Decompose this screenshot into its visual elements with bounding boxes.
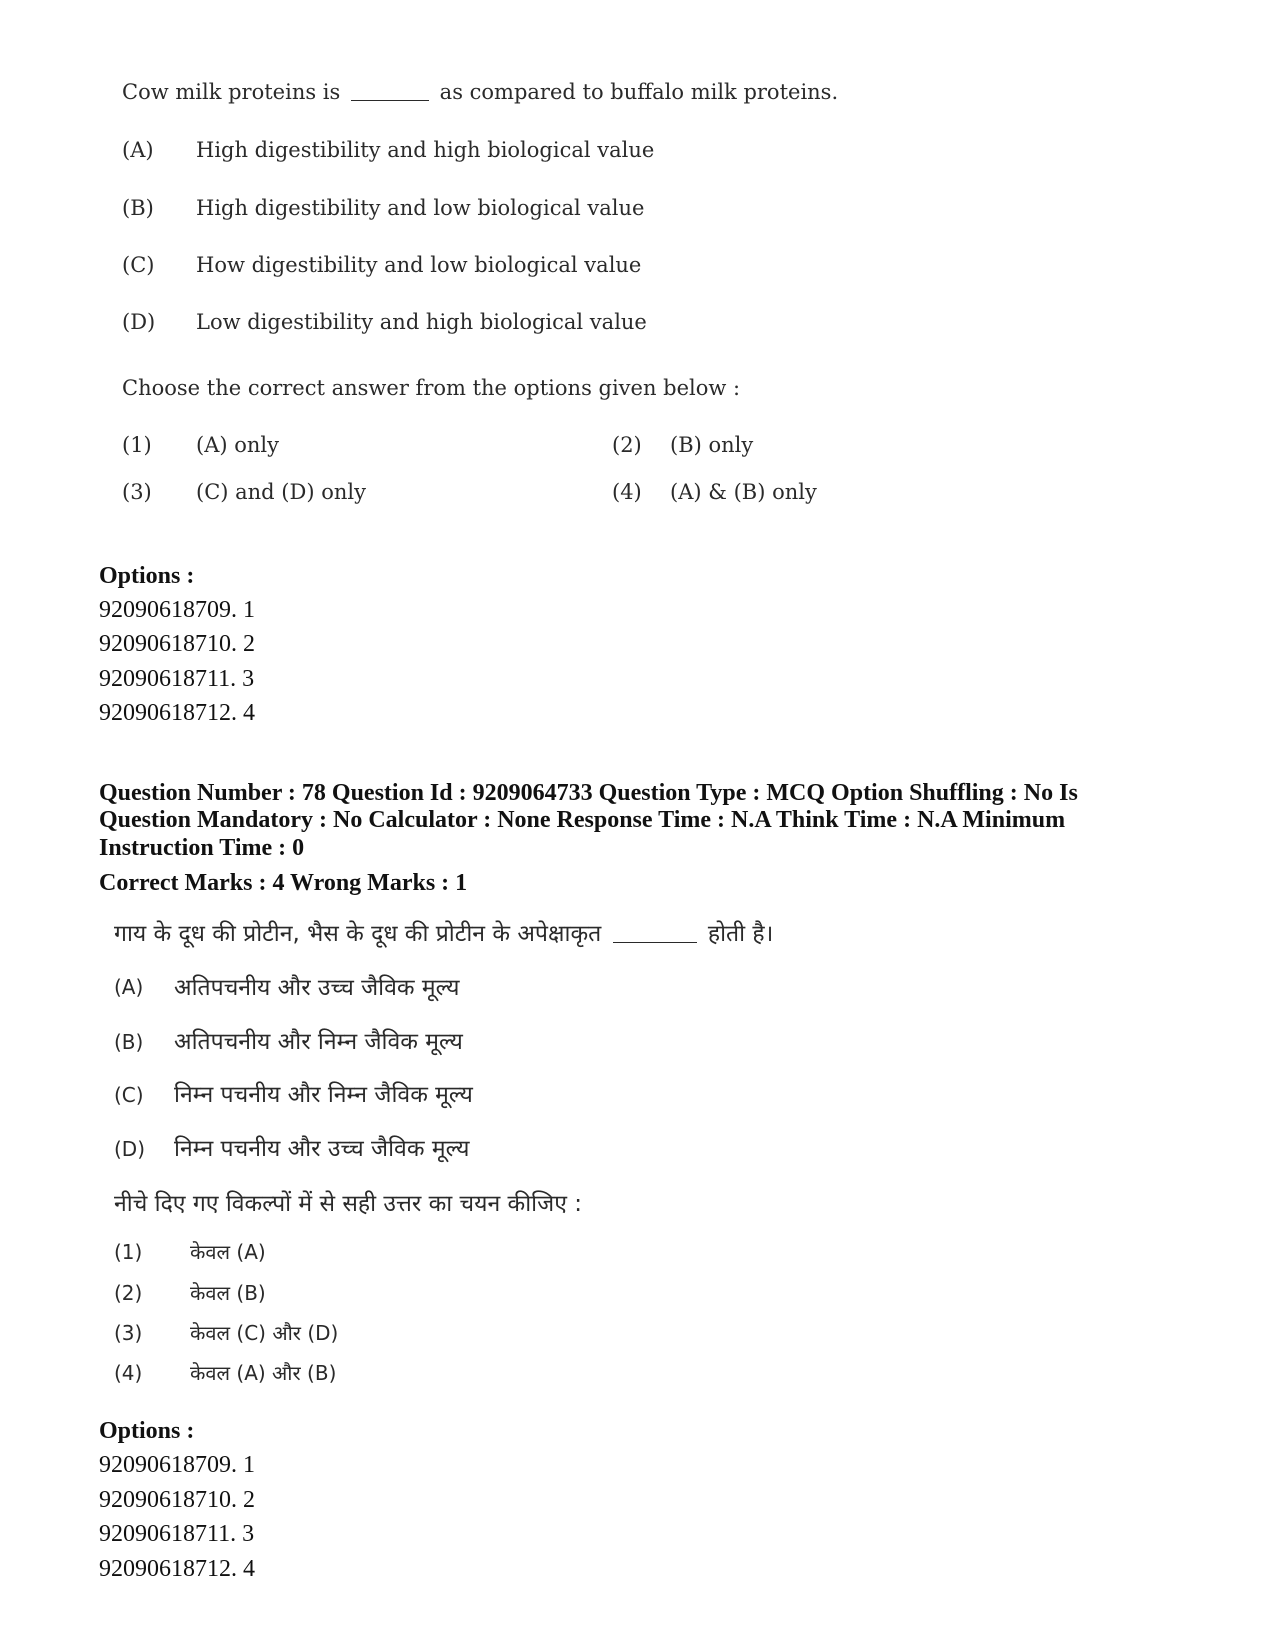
choice-num-1: (1) (122, 433, 152, 457)
option-item: 92090618711. 3 (99, 1521, 255, 1547)
fill-blank (613, 942, 697, 943)
question-en-stem (122, 80, 838, 104)
hi-choice-text-4: केवल (A) और (B) (190, 1361, 337, 1385)
hi-choice-num-4: (4) (114, 1361, 143, 1385)
option-item: 92090618710. 2 (99, 1487, 255, 1513)
hi-statement-letter-c: (C) (114, 1083, 144, 1107)
statement-letter-b: (B) (122, 196, 154, 220)
hi-choice-text-2: केवल (B) (190, 1281, 266, 1305)
hi-statement-letter-b: (B) (114, 1030, 144, 1054)
options-heading-2: Options : (99, 1418, 195, 1444)
option-item: 92090618712. 4 (99, 1556, 255, 1582)
choice-num-2: (2) (612, 433, 642, 457)
option-item: 92090618712. 4 (99, 700, 255, 726)
question-hi-stem-before: गाय के दूध की प्रोटीन, भैस के दूध की प्रोटीन के अपेक्षाकृत (114, 921, 602, 947)
question-marks: Correct Marks : 4 Wrong Marks : 1 (99, 870, 468, 896)
statement-letter-d: (D) (122, 310, 156, 334)
hi-statement-text-a: अतिपचनीय और उच्च जैविक मूल्य (174, 975, 460, 1001)
question-meta-line-3: Instruction Time : 0 (99, 835, 305, 861)
hi-statement-text-d: निम्न पचनीय और उच्च जैविक मूल्य (174, 1136, 470, 1162)
statement-text-a: High digestibility and high biological value (196, 138, 655, 162)
options-heading: Options : (99, 563, 195, 589)
question-en-instruction: Choose the correct answer from the options given below : (122, 376, 741, 400)
hi-choice-num-2: (2) (114, 1281, 143, 1305)
statement-text-b: High digestibility and low biological value (196, 196, 645, 220)
option-item: 92090618710. 2 (99, 631, 255, 657)
option-item: 92090618709. 1 (99, 1452, 255, 1478)
option-item: 92090618711. 3 (99, 666, 255, 692)
question-meta-line-1: Question Number : 78 Question Id : 9209064733 Question Type : MCQ Option Shuffling : No Is (99, 780, 1078, 806)
choice-text-2: (B) only (670, 433, 754, 457)
choice-num-4: (4) (612, 480, 642, 504)
hi-statement-letter-a: (A) (114, 975, 144, 999)
hi-statement-text-b: अतिपचनीय और निम्न जैविक मूल्य (174, 1029, 463, 1055)
option-item: 92090618709. 1 (99, 597, 255, 623)
hi-choice-text-3: केवल (C) और (D) (190, 1321, 339, 1345)
hi-choice-num-1: (1) (114, 1240, 143, 1264)
choice-text-4: (A) & (B) only (670, 480, 817, 504)
question-meta-line-2: Question Mandatory : No Calculator : None Response Time : N.A Think Time : N.A Minimum (99, 807, 1066, 833)
choice-text-1: (A) only (196, 433, 279, 457)
statement-text-d: Low digestibility and high biological value (196, 310, 647, 334)
choice-num-3: (3) (122, 480, 152, 504)
fill-blank (351, 100, 429, 101)
statement-text-c: How digestibility and low biological value (196, 253, 642, 277)
statement-letter-c: (C) (122, 253, 155, 277)
hi-statement-text-c: निम्न पचनीय और निम्न जैविक मूल्य (174, 1082, 473, 1108)
hi-choice-text-1: केवल (A) (190, 1240, 266, 1264)
statement-letter-a: (A) (122, 138, 154, 162)
choice-text-3: (C) and (D) only (196, 480, 366, 504)
question-hi-stem-after: होती है। (707, 921, 774, 947)
hi-choice-num-3: (3) (114, 1321, 143, 1345)
hi-statement-letter-d: (D) (114, 1137, 146, 1161)
question-hi-stem (114, 916, 773, 948)
question-en-stem-after: as compared to buffalo milk proteins. (439, 80, 839, 104)
question-en-stem-before: Cow milk proteins is (122, 80, 341, 104)
question-hi-instruction: नीचे दिए गए विकल्पों में से सही उत्तर का चयन कीजिए : (114, 1191, 582, 1217)
